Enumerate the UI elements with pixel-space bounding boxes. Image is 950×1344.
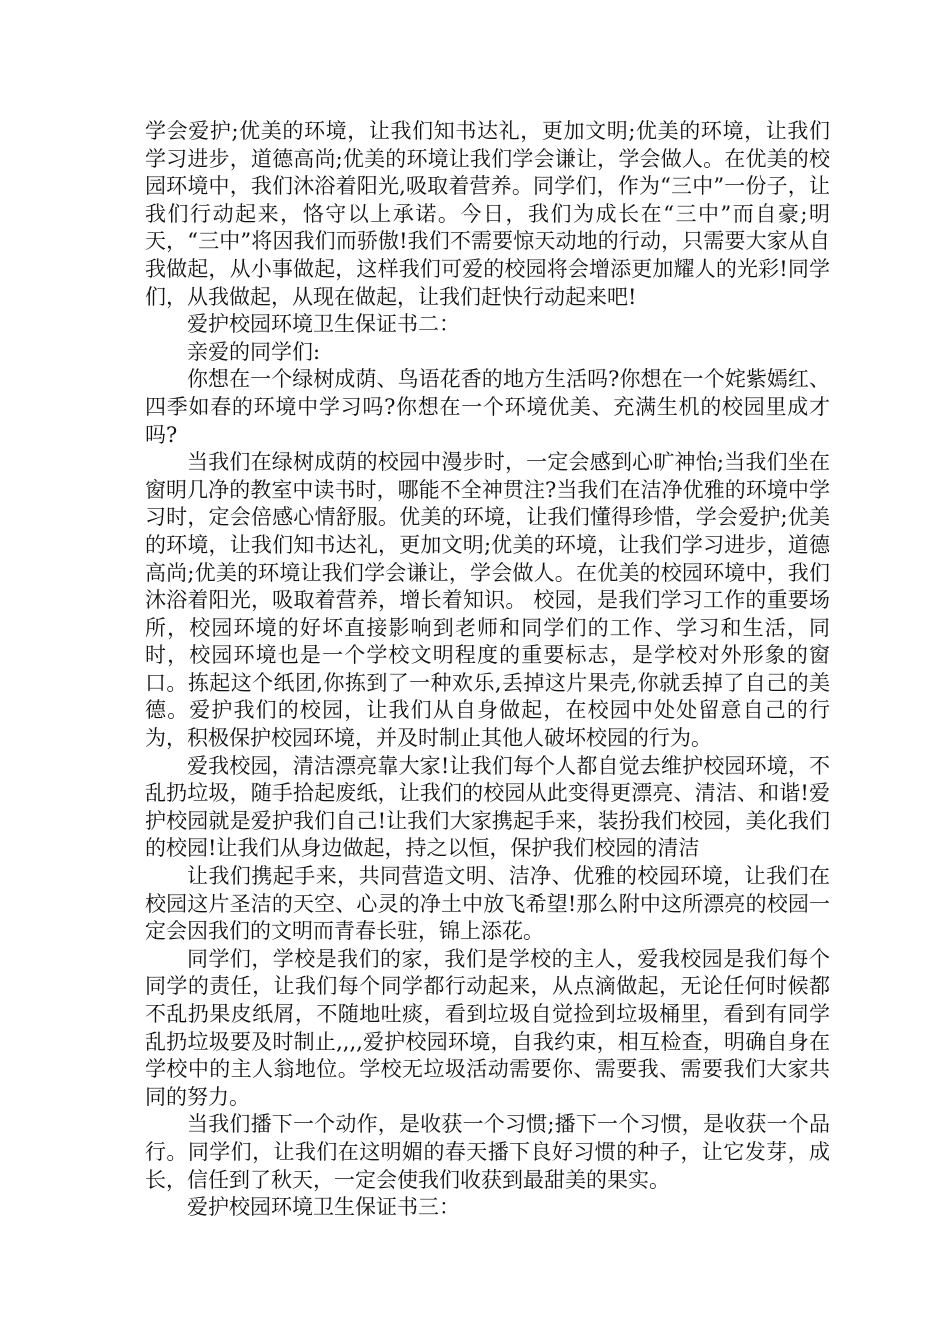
document-body	[145, 118, 830, 1222]
section-heading-2: 爱护校园环境卫生保证书二：	[187, 312, 460, 337]
paragraph: 让我们携起手来，共同营造文明、洁净、优雅的校园环境，让我们在校园这片圣洁的天空、心灵的净土中放飞希望!那么附中这所漂亮的校园一定会因我们的文明而青春长驻，锦上添花。	[145, 864, 830, 944]
paragraph: 当我们播下一个动作，是收获一个习惯;播下一个习惯，是收获一个品行。同学们，让我们在这明媚的春天播下良好习惯的种子，让它发芽，成长，信任到了秋天，一定会使我们收获到最甜美的果实。	[145, 1112, 830, 1192]
paragraph: 同学们，学校是我们的家，我们是学校的主人，爱我校园是我们每个同学的责任，让我们每个同学都行动起来，从点滴做起，无论任何时候都不乱扔果皮纸屑，不随地吐痰，看到垃圾自觉捡到垃圾桶里，看到有同学乱扔垃圾要及时制止,,,,爱护校园环境，自我约束，相互检查，明确自身在学校中的主人翁地位。学校无垃圾活动需要你、需要我、需要我们大家共同的努力。	[145, 946, 830, 1109]
paragraph: 你想在一个绿树成荫、鸟语花香的地方生活吗?你想在一个姹紫嫣红、四季如春的环境中学习吗?你想在一个环境优美、充满生机的校园里成才吗?	[145, 367, 830, 447]
section-heading-3: 爱护校园环境卫生保证书三：	[187, 1195, 460, 1220]
paragraph-continuation: 学会爱护;优美的环境，让我们知书达礼，更加文明;优美的环境，让我们学习进步，道德高尚;优美的环境让我们学会谦让，学会做人。在优美的校园环境中，我们沐浴着阳光,吸取着营养。同学们，作为“三中”一份子，让我们行动起来，恪守以上承诺。今日，我们为成长在“三中”而自豪;明天，“三中”将因我们而骄傲!我们不需要惊天动地的行动，只需要大家从自我做起，从小事做起，这样我们可爱的校园将会增添更加耀人的光彩!同学们，从我做起，从现在做起，让我们赶快行动起来吧!	[145, 119, 830, 309]
paragraph: 爱我校园，清洁漂亮靠大家!让我们每个人都自觉去维护校园环境，不乱扔垃圾，随手拾起废纸，让我们的校园从此变得更漂亮、清洁、和谐!爱护校园就是爱护我们自己!让我们大家携起手来，装扮我们校园，美化我们的校园!让我们从身边做起，持之以恒，保护我们校园的清洁	[145, 753, 830, 861]
paragraph: 当我们在绿树成荫的校园中漫步时，一定会感到心旷神怡;当我们坐在窗明几净的教室中读书时，哪能不全神贯注?当我们在洁净优雅的环境中学习时，定会倍感心情舒服。优美的环境，让我们懂得珍惜，学会爱护;优美的环境，让我们知书达礼，更加文明;优美的环境，让我们学习进步，道德高尚;优美的环境让我们学会谦让，学会做人。在优美的校园环境中，我们沐浴着阳光，吸取着营养，增长着知识。 校园，是我们学习工作的重要场所，校园环境的好坏直接影响到老师和同学们的工作、学习和生活，同时，校园环境也是一个学校文明程度的重要标志，是学校对外形象的窗口。拣起这个纸团,你拣到了一种欢乐,丢掉这片果壳,你就丢掉了自己的美德。爱护我们的校园，让我们从自身做起，在校园中处处留意自己的行为，积极保护校园环境，并及时制止其他人破坏校园的行为。	[145, 450, 830, 751]
salutation: 亲爱的同学们:	[187, 339, 321, 364]
